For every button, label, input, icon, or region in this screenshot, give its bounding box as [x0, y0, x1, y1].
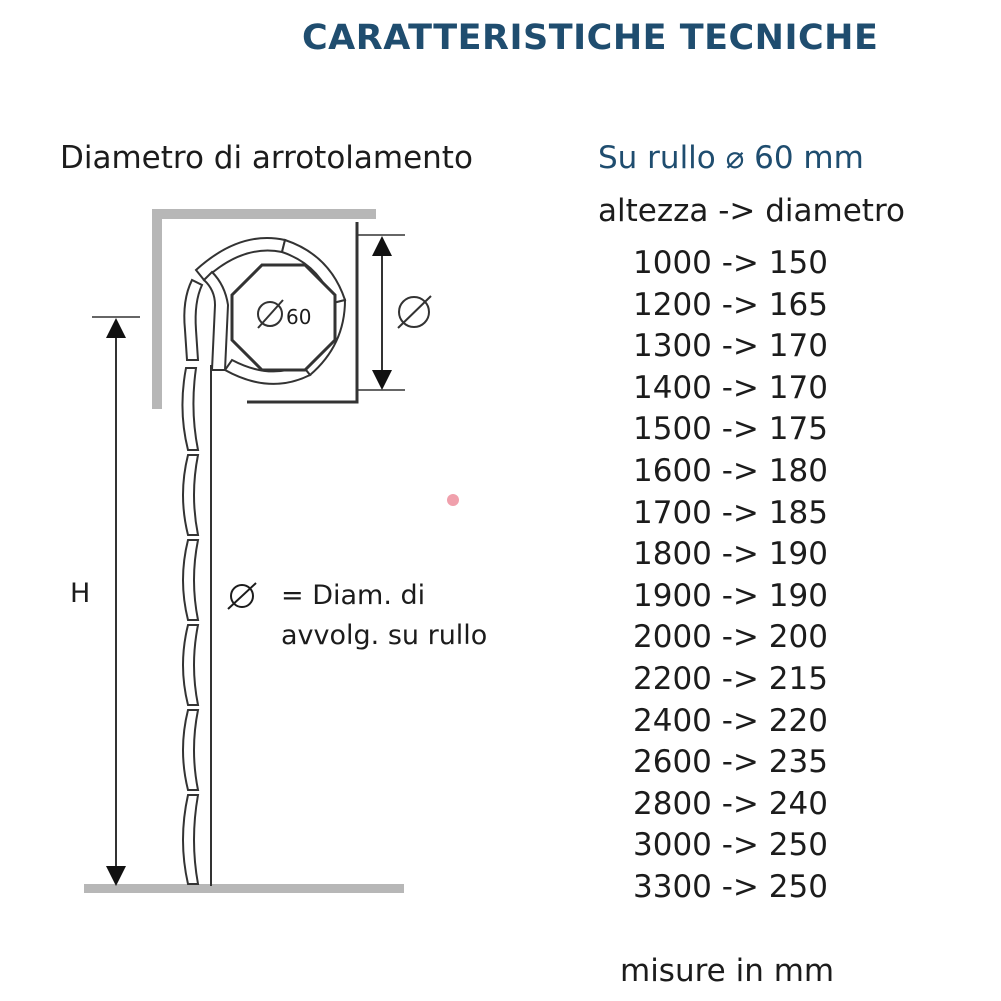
- table-row: 2400 -> 220: [633, 702, 828, 739]
- table-row: 1000 -> 150: [633, 245, 828, 281]
- box-top-wall: [152, 209, 376, 219]
- table-row: 1300 -> 170: [633, 328, 828, 365]
- table-row: 1200 -> 165: [633, 286, 828, 323]
- table-row: 1700 -> 185: [633, 494, 828, 531]
- height-arrow-top: [106, 318, 126, 338]
- table-row: 2000 -> 200: [633, 619, 828, 656]
- red-dot-marker: [447, 494, 459, 506]
- roll-size-label: Su rullo ⌀ 60 mm: [598, 140, 864, 176]
- page-title: CARATTERISTICHE TECNICHE: [302, 18, 879, 58]
- height-arrow-bottom: [106, 866, 126, 886]
- table-row: 3300 -> 250: [633, 868, 828, 905]
- table-row: 2800 -> 240: [633, 785, 828, 822]
- roller-label-number: 60: [286, 305, 312, 329]
- diameter-arrow-top: [372, 236, 392, 256]
- legend-line2: avvolg. su rullo: [281, 620, 488, 651]
- diagram-heading: Diametro di arrotolamento: [60, 140, 473, 176]
- table-row: 1600 -> 180: [633, 452, 828, 489]
- table-row: 1400 -> 170: [633, 369, 828, 406]
- unit-note: misure in mm: [620, 953, 835, 989]
- table-header: altezza -> diametro: [598, 193, 905, 229]
- table-row: 1500 -> 175: [633, 411, 828, 448]
- curtain-slats: [182, 368, 198, 884]
- legend-symbol: [230, 578, 251, 609]
- table-row: 2200 -> 215: [633, 660, 828, 697]
- table-row: 1900 -> 190: [633, 577, 828, 614]
- roller-octagon: [232, 265, 335, 370]
- table-row: 3000 -> 250: [633, 827, 828, 864]
- height-label: H: [70, 578, 91, 609]
- diameter-arrow-bottom: [372, 370, 392, 390]
- legend-line1: = Diam. di: [281, 580, 426, 611]
- height-diameter-table: [633, 246, 828, 912]
- box-left-wall: [152, 209, 162, 409]
- floor-line: [84, 884, 404, 893]
- table-row: 2600 -> 235: [633, 744, 828, 781]
- table-row: 1800 -> 190: [633, 536, 828, 573]
